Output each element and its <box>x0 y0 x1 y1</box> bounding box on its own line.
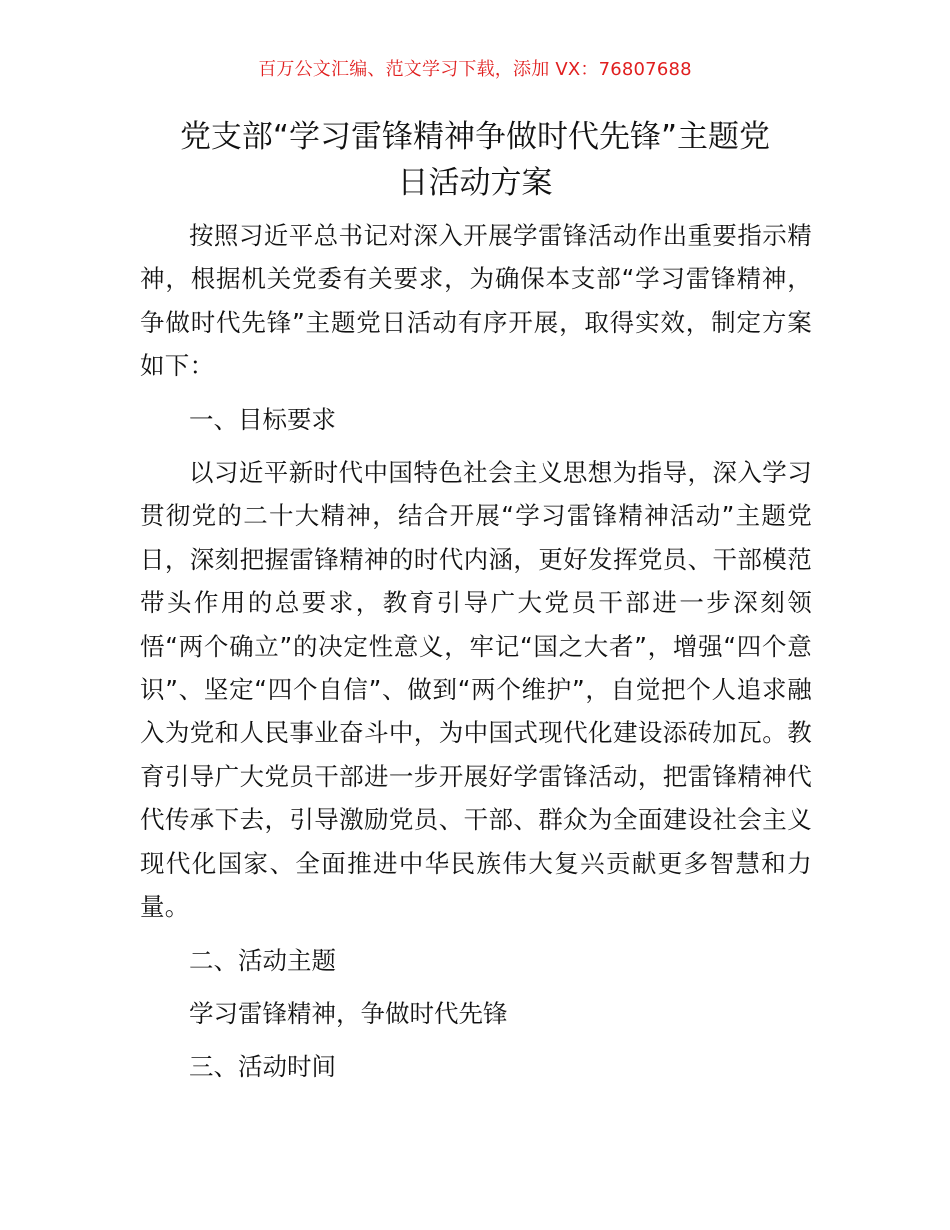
intro-paragraph: 按照习近平总书记对深入开展学雷锋活动作出重要指示精神，根据机关党委有关要求，为确保本支部“学习雷锋精神，争做时代先锋”主题党日活动有序开展，取得实效，制定方案如下： <box>140 221 812 381</box>
document-title <box>100 114 850 206</box>
section-1-paragraph: 以习近平新时代中国特色社会主义思想为指导，深入学习贯彻党的二十大精神，结合开展“学习雷锋精神活动”主题党日，深刻把握雷锋精神的时代内涵，更好发挥党员、干部模范带头作用的总要求，教育引导广大党员干部进一步深刻领悟“两个确立”的决定性意义，牢记“国之大者”，增强“四个意识”、坚定“四个自信”、做到“两个维护”，自觉把个人追求融入为党和人民事业奋斗中，为中国式现代化建设添砖加瓦。教育引导广大党员干部进一步开展好学雷锋活动，把雷锋精神代代传承下去，引导激励党员、干部、群众为全面建设社会主义现代化国家、全面推进中华民族伟大复兴贡献更多智慧和力量。 <box>140 458 812 922</box>
document-body <box>140 214 812 1089</box>
section-2-heading: 二、活动主题 <box>189 945 336 975</box>
section-2-paragraph: 学习雷锋精神，争做时代先锋 <box>189 998 508 1028</box>
section-3-heading: 三、活动时间 <box>189 1052 336 1082</box>
section-1-heading: 一、目标要求 <box>189 404 336 434</box>
title-line-1: 党支部“学习雷锋精神争做时代先锋”主题党 <box>179 119 771 155</box>
watermark-banner: 百万公文汇编、范文学习下载，添加 VX：76807688 <box>258 59 692 80</box>
title-line-2: 日活动方案 <box>397 165 553 201</box>
